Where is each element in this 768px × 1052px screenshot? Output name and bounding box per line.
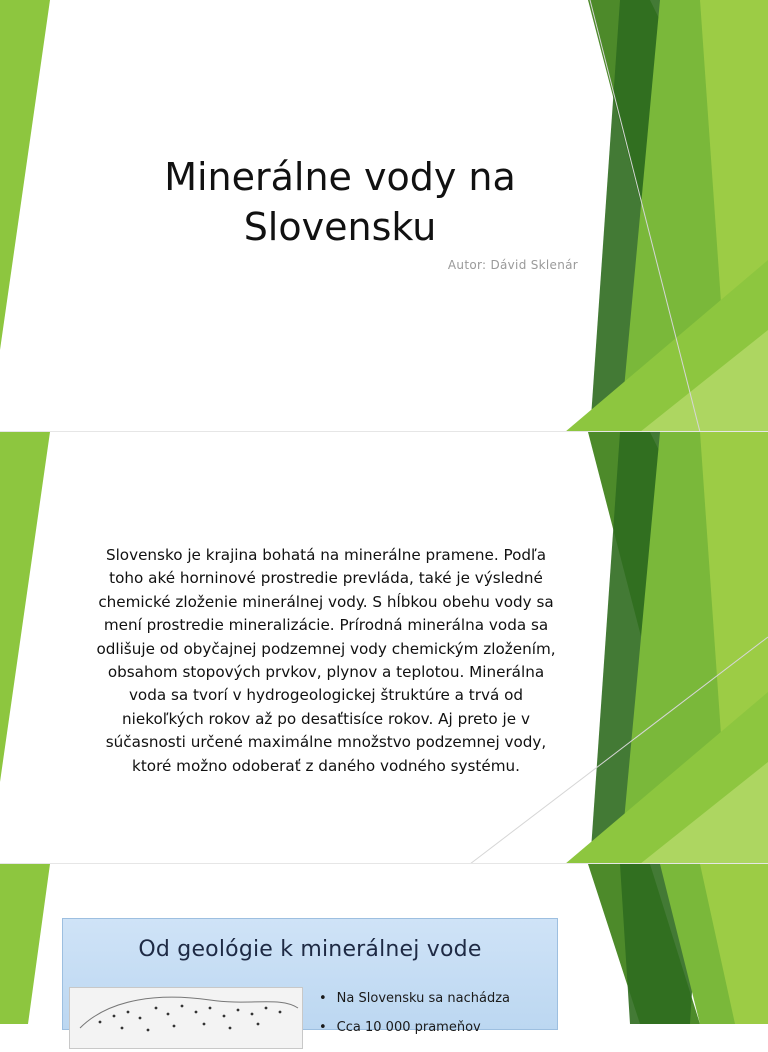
image-title: Od geológie k minerálnej vode <box>138 937 482 962</box>
bullet-icon: • <box>319 1020 327 1035</box>
slide-title: Minerálne vody na Slovensku <box>164 155 516 249</box>
image-bullet <box>319 1020 510 1035</box>
slovakia-map-image <box>69 987 303 1049</box>
slide-author: Autor: Dávid Sklenár <box>447 258 578 272</box>
slide-3 <box>0 864 768 1035</box>
image-bullet-list <box>319 991 510 1049</box>
image-bullet-text: Cca 10 000 prameňov <box>336 1020 481 1035</box>
image-bullet <box>319 991 510 1006</box>
bullet-icon: • <box>319 991 327 1006</box>
slide-2 <box>0 432 768 864</box>
image-bullet-text: Na Slovensku sa nachádza <box>336 991 510 1006</box>
slide-body-text: Slovensko je krajina bohatá na minerálne pramene. Podľa toho aké horninové prostredie prevláda, také je výsledné chemické zloženie minerálnej vody. S hĺbkou obehu vody sa mení prostredie mineralizácie. Prírodná minerálna voda sa odlišuje od obyčajnej podzemnej vody chemickým zložením, obsahom stopových prvkov, plynov a teplotou. Minerálna voda sa tvorí v hydrogeologickej štruktúre a trvá od niekoľkých rokov až po desaťtisíce rokov. Aj preto je v súčasnosti určené maximálne množstvo podzemnej vody, ktoré možno odoberať z daného vodného systému. <box>96 546 556 775</box>
map-dots <box>70 988 302 1048</box>
slide-1 <box>0 0 768 432</box>
slide-image <box>62 918 558 1035</box>
